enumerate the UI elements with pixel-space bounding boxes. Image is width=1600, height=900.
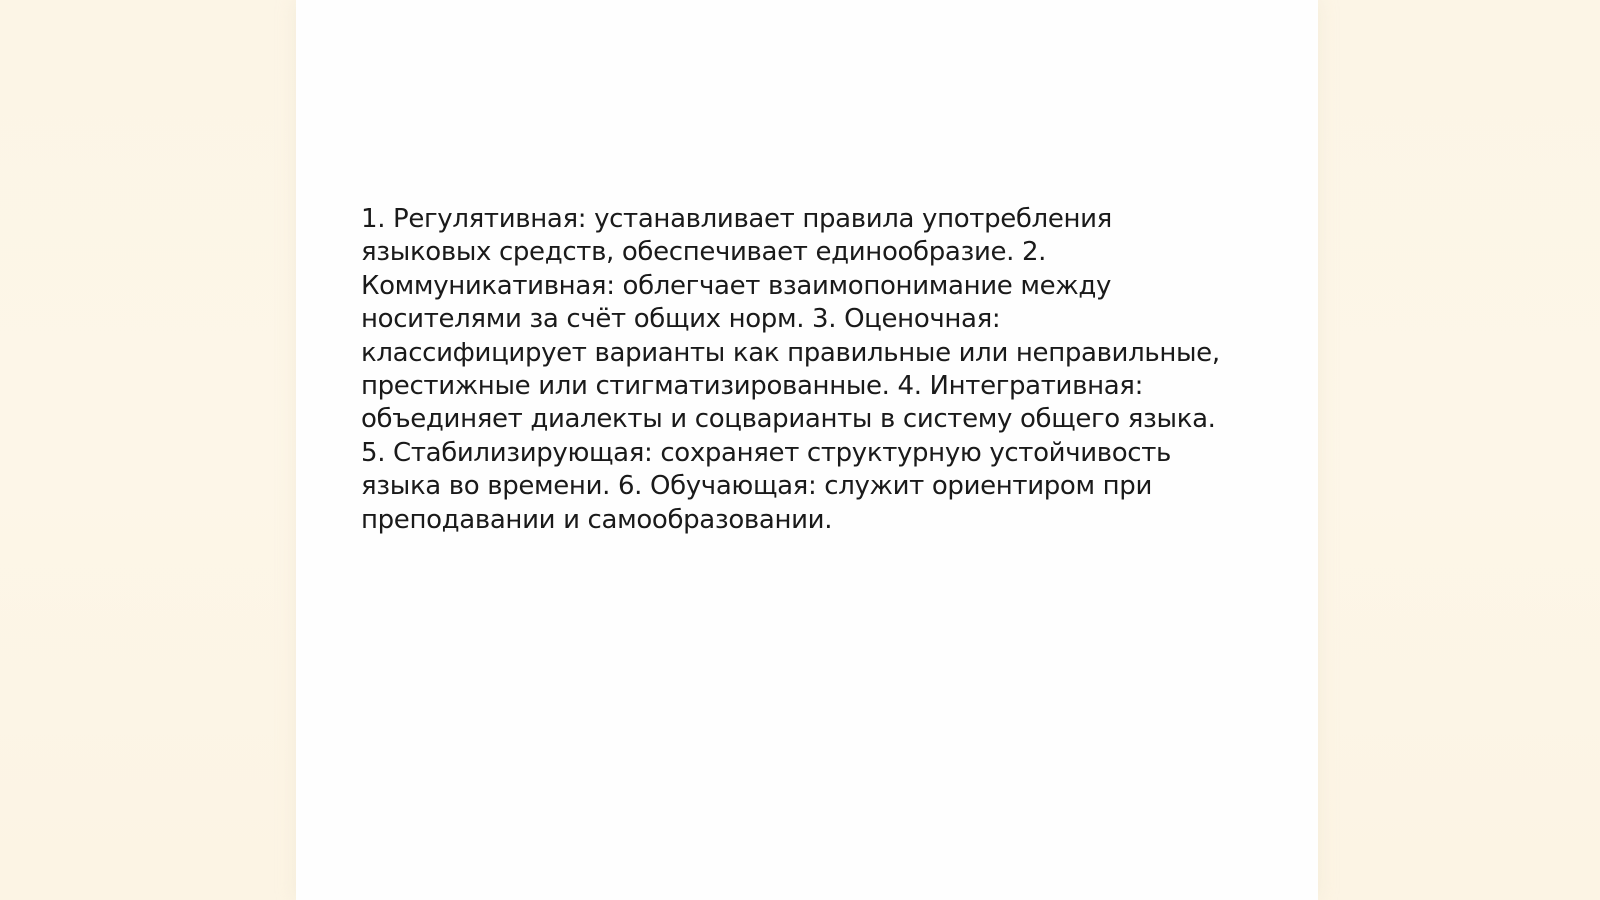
text-line-10: преподавании и самообразовании. <box>361 504 833 535</box>
document-page <box>296 0 1318 900</box>
text-line-3: Коммуникативная: облегчает взаимопонимание между <box>361 270 1111 301</box>
text-line-4: носителями за счёт общих норм. 3. Оценочная: <box>361 304 1001 335</box>
background-left-margin <box>0 0 296 900</box>
text-line-5: классифицирует варианты как правильные или неправильные, <box>361 337 1220 368</box>
text-line-1: 1. Регулятивная: устанавливает правила употребления <box>361 204 1112 234</box>
text-line-6: престижные или стигматизированные. 4. Интегративная: <box>361 371 1144 402</box>
text-line-2: языковых средств, обеспечивает единообразие. 2. <box>361 237 1047 268</box>
background-right-margin <box>1318 0 1600 900</box>
body-paragraph <box>361 203 1261 537</box>
text-line-9: языка во времени. 6. Обучающая: служит ориентиром при <box>361 471 1152 502</box>
text-line-8: 5. Стабилизирующая: сохраняет структурную устойчивость <box>361 437 1172 468</box>
text-line-7: объединяет диалекты и соцварианты в систему общего языка. <box>361 404 1216 435</box>
